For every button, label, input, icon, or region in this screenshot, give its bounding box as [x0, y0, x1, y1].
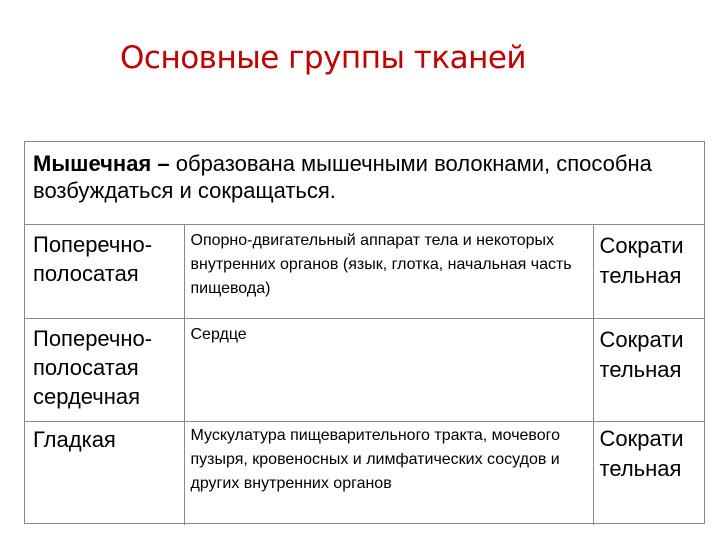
- tissue-function-cell: Сократи тельная: [593, 225, 704, 318]
- tissue-function-cell: Сократи тельная: [593, 318, 704, 421]
- definition-term: Мышечная –: [33, 151, 170, 176]
- definition-text: образована мышечными волокнами, способна возбуждаться и сокращаться.: [33, 151, 652, 203]
- tissue-type-cell: Гладкая: [25, 421, 184, 525]
- tissue-location-cell: Сердце: [184, 318, 593, 421]
- table-row: [25, 225, 704, 318]
- tissue-location-cell: Опорно-двигательный аппарат тела и некоторых внутренних органов (язык, глотка, начальная часть пищевода): [184, 225, 593, 318]
- tissue-type-cell: Поперечно-полосатая: [33, 232, 153, 286]
- muscle-tissue-definition: [25, 142, 704, 225]
- tissue-location-cell: Мускулатура пищеварительного тракта, мочевого пузыря, кровеносных и лимфатических сосудов и других внутренних органов: [184, 421, 593, 525]
- table-row: [25, 421, 704, 525]
- muscle-types-table: [25, 225, 704, 525]
- tissue-type-cell: Поперечно-полосатая сердечная: [25, 318, 184, 421]
- slide-title: Основные группы тканей: [120, 40, 527, 76]
- tissue-table: [24, 141, 705, 524]
- tissue-function-cell: Сократи тельная: [593, 421, 704, 525]
- table-row: [25, 318, 704, 421]
